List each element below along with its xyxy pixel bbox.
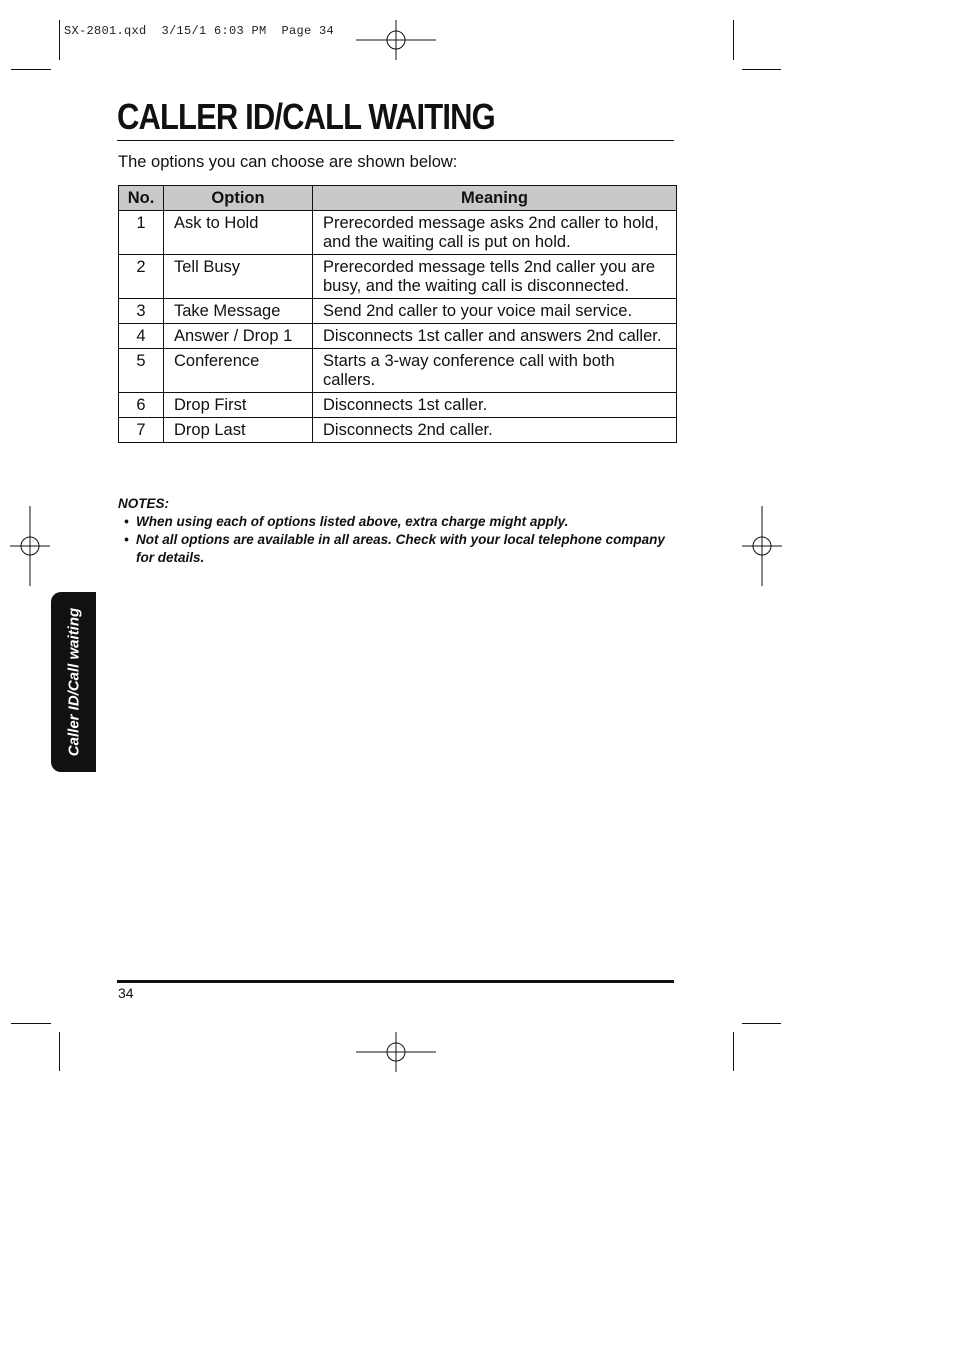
table-row bbox=[119, 393, 677, 418]
row-meaning: Disconnects 1st caller and answers 2nd caller. bbox=[313, 324, 677, 349]
row-meaning: Starts a 3-way conference call with both callers. bbox=[313, 349, 677, 393]
row-no: 5 bbox=[119, 349, 164, 393]
header-meaning: Meaning bbox=[313, 186, 677, 211]
row-no: 2 bbox=[119, 255, 164, 299]
row-option: Answer / Drop 1 bbox=[164, 324, 313, 349]
print-slug: SX-2801.qxd 3/15/1 6:03 PM Page 34 bbox=[64, 24, 335, 38]
options-table bbox=[118, 185, 677, 443]
note-item: • When using each of options listed above, extra charge might apply. bbox=[118, 513, 678, 531]
table-row bbox=[119, 299, 677, 324]
notes-heading: NOTES: bbox=[118, 496, 170, 511]
row-no: 4 bbox=[119, 324, 164, 349]
registration-mark-bottom-icon bbox=[356, 1032, 436, 1072]
registration-mark-top-icon bbox=[356, 20, 436, 60]
page-number: 34 bbox=[118, 985, 134, 1001]
header-no: No. bbox=[119, 186, 164, 211]
registration-mark-left-icon bbox=[10, 506, 50, 586]
note-item: • Not all options are available in all areas. Check with your local telephone company for details. bbox=[118, 531, 678, 567]
row-meaning: Send 2nd caller to your voice mail service. bbox=[313, 299, 677, 324]
row-option: Tell Busy bbox=[164, 255, 313, 299]
table-row bbox=[119, 255, 677, 299]
table-row bbox=[119, 418, 677, 443]
notes-list bbox=[118, 513, 678, 567]
row-option: Conference bbox=[164, 349, 313, 393]
table-header-row bbox=[119, 186, 677, 211]
section-side-tab bbox=[51, 592, 96, 772]
title-rule bbox=[117, 140, 674, 141]
table-row bbox=[119, 211, 677, 255]
row-option: Ask to Hold bbox=[164, 211, 313, 255]
registration-mark-right-icon bbox=[742, 506, 782, 586]
row-meaning: Prerecorded message tells 2nd caller you are busy, and the waiting call is disconnected. bbox=[313, 255, 677, 299]
row-no: 1 bbox=[119, 211, 164, 255]
row-option: Drop Last bbox=[164, 418, 313, 443]
page-title: CALLER ID/CALL WAITING bbox=[117, 96, 495, 137]
footer-rule bbox=[117, 980, 674, 983]
row-meaning: Disconnects 1st caller. bbox=[313, 393, 677, 418]
notes-section bbox=[118, 495, 678, 567]
row-no: 7 bbox=[119, 418, 164, 443]
table-row bbox=[119, 349, 677, 393]
table-row bbox=[119, 324, 677, 349]
row-option: Take Message bbox=[164, 299, 313, 324]
row-meaning: Prerecorded message asks 2nd caller to hold, and the waiting call is put on hold. bbox=[313, 211, 677, 255]
header-option: Option bbox=[164, 186, 313, 211]
row-meaning: Disconnects 2nd caller. bbox=[313, 418, 677, 443]
side-tab-label: Caller ID/Call waiting bbox=[65, 607, 82, 757]
row-no: 6 bbox=[119, 393, 164, 418]
row-no: 3 bbox=[119, 299, 164, 324]
intro-text: The options you can choose are shown below: bbox=[118, 153, 458, 171]
row-option: Drop First bbox=[164, 393, 313, 418]
